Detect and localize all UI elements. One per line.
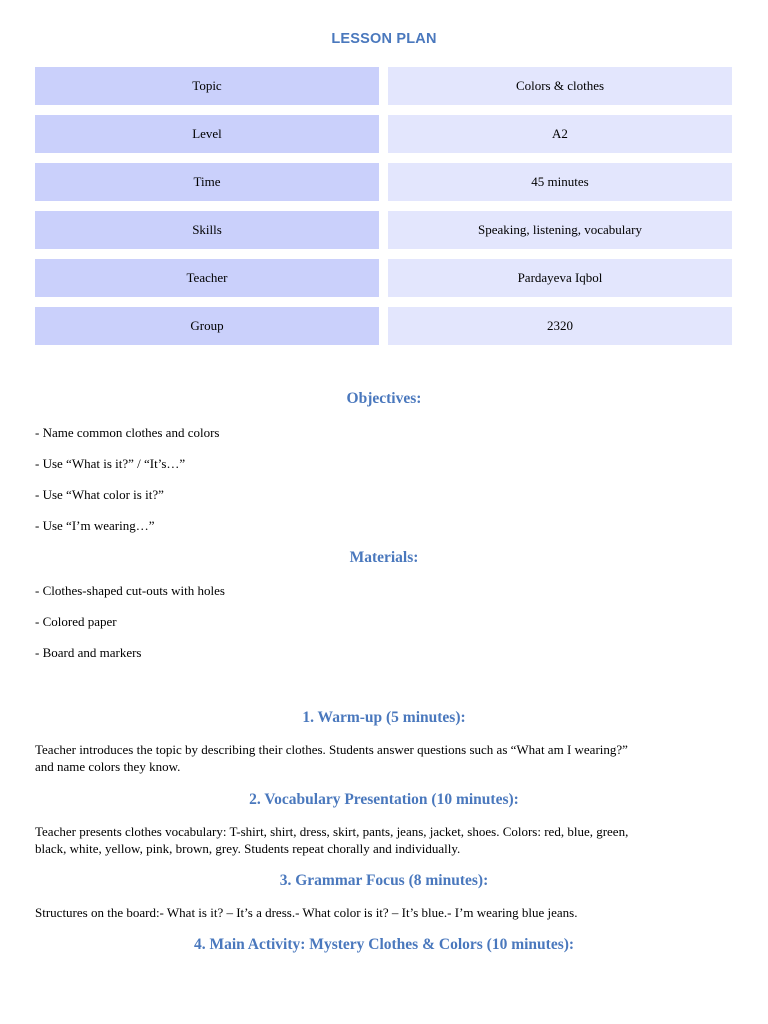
lesson-info-table — [35, 67, 732, 355]
vocabulary-heading: 2. Vocabulary Presentation (10 minutes): — [249, 791, 519, 808]
page-title: LESSON PLAN — [331, 31, 437, 47]
info-label: Teacher — [35, 259, 379, 297]
material-item: - Clothes-shaped cut-outs with holes — [35, 583, 225, 598]
objective-item: - Use “What color is it?” — [35, 487, 164, 502]
info-row-group — [35, 307, 732, 345]
info-row-topic — [35, 67, 732, 105]
grammar-heading: 3. Grammar Focus (8 minutes): — [279, 872, 489, 889]
vocabulary-text: Teacher presents clothes vocabulary: T-shirt, shirt, dress, skirt, pants, jeans, jacket, shoes. Colors: red, blue, green, — [35, 824, 629, 839]
grammar-text: Structures on the board:- What is it? – It’s a dress.- What color is it? – It’s blue.- I’m wearing blue jeans. — [35, 905, 578, 920]
info-row-level — [35, 115, 732, 153]
main-activity-heading: 4. Main Activity: Mystery Clothes & Colors (10 minutes): — [193, 936, 575, 953]
info-label: Group — [35, 307, 379, 345]
info-value: Colors & clothes — [388, 67, 732, 105]
info-label: Level — [35, 115, 379, 153]
vocabulary-text: black, white, yellow, pink, brown, grey. Students repeat chorally and individually. — [35, 841, 461, 856]
info-row-time — [35, 163, 732, 201]
objective-item: - Use “What is it?” / “It’s…” — [35, 456, 186, 471]
info-row-skills — [35, 211, 732, 249]
materials-heading: Materials: — [349, 549, 419, 566]
info-value: Pardayeva Iqbol — [388, 259, 732, 297]
info-value: Speaking, listening, vocabulary — [388, 211, 732, 249]
info-value: A2 — [388, 115, 732, 153]
material-item: - Board and markers — [35, 645, 142, 660]
info-row-teacher — [35, 259, 732, 297]
objective-item: - Name common clothes and colors — [35, 425, 220, 440]
warm-up-heading: 1. Warm-up (5 minutes): — [302, 709, 466, 726]
info-label: Topic — [35, 67, 379, 105]
info-label: Time — [35, 163, 379, 201]
material-item: - Colored paper — [35, 614, 117, 629]
objective-item: - Use “I’m wearing…” — [35, 518, 155, 533]
objectives-heading: Objectives: — [346, 390, 422, 407]
info-value: 45 minutes — [388, 163, 732, 201]
warm-up-text: and name colors they know. — [35, 759, 181, 774]
info-label: Skills — [35, 211, 379, 249]
warm-up-text: Teacher introduces the topic by describing their clothes. Students answer questions such as “What am I wearing?” — [35, 742, 628, 757]
info-value: 2320 — [388, 307, 732, 345]
